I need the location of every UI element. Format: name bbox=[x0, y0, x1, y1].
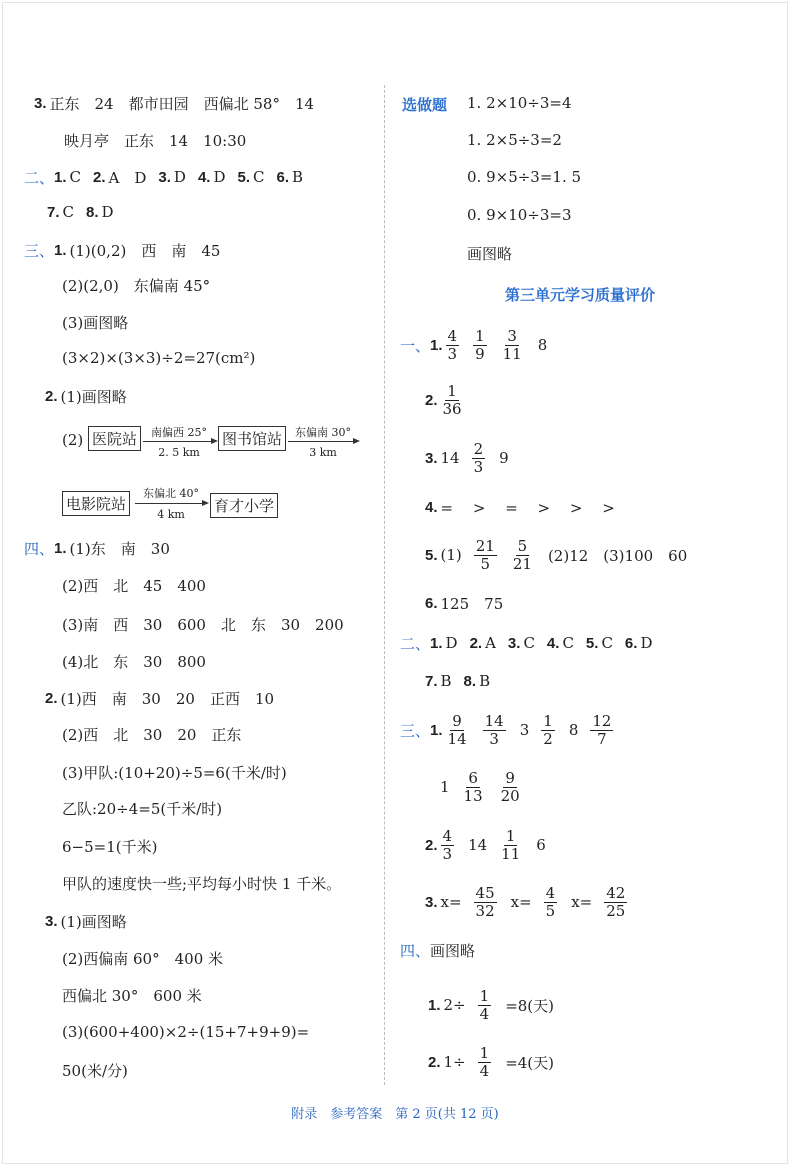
page-footer: 附录 参考答案 第 2 页(共 12 页) bbox=[291, 1107, 499, 1122]
question-number: 2. bbox=[45, 387, 58, 405]
question-number: 4. bbox=[197, 168, 211, 186]
answer-text: (2)西偏南 60° 400 米 bbox=[62, 949, 224, 968]
denominator: 7 bbox=[597, 729, 607, 748]
answer-line bbox=[62, 338, 267, 378]
denominator: 11 bbox=[501, 844, 521, 863]
answer-text: B bbox=[440, 672, 452, 690]
numerator: 12 bbox=[592, 711, 612, 730]
denominator: 11 bbox=[502, 344, 522, 363]
question-number: 5. bbox=[237, 168, 250, 186]
answer-line bbox=[428, 1042, 566, 1082]
numerator: 14 bbox=[484, 711, 504, 730]
answer-text: C bbox=[523, 634, 535, 652]
arrow2-distance: 3 km bbox=[309, 446, 337, 459]
answer-line bbox=[467, 120, 574, 160]
answer-line bbox=[62, 1012, 321, 1052]
question-number: 2. bbox=[93, 168, 106, 186]
answer-text: D bbox=[445, 634, 458, 652]
arrow2-direction: 东偏南 30° bbox=[295, 426, 351, 439]
answer-line bbox=[425, 583, 515, 623]
answer-text: 2÷ bbox=[443, 996, 466, 1014]
fraction bbox=[478, 988, 492, 1023]
optional-questions-label: 选做题 bbox=[402, 96, 448, 114]
answer-line bbox=[425, 661, 502, 701]
question-number: 1. bbox=[428, 996, 441, 1014]
question-number: 3. bbox=[425, 449, 438, 467]
question-number: 2. bbox=[45, 689, 58, 707]
numerator: 6 bbox=[468, 768, 478, 787]
answer-line bbox=[467, 83, 584, 123]
numerator: 4 bbox=[545, 883, 556, 902]
denominator: 5 bbox=[545, 901, 556, 920]
answer-line bbox=[62, 1050, 140, 1090]
fraction bbox=[441, 828, 455, 863]
numerator: 1 bbox=[447, 381, 457, 400]
question-number: 3. bbox=[507, 634, 521, 652]
answer-text: D bbox=[173, 168, 186, 186]
numerator: 1 bbox=[475, 326, 485, 345]
answer-text: (2)(2,0) 东偏南 45° bbox=[62, 276, 211, 295]
answer-text: 正东 24 都市田园 西偏北 58° 14 bbox=[49, 94, 315, 113]
answer-text: (2)12 (3)100 60 bbox=[547, 546, 688, 565]
answer-text: 6−5=1(千米) bbox=[62, 837, 158, 856]
numerator: 21 bbox=[475, 536, 495, 555]
answer-text: 1. 2×5÷3=2 bbox=[467, 131, 562, 149]
answer-text: (1)画图略 bbox=[60, 387, 127, 406]
numerator: 5 bbox=[517, 536, 528, 555]
fraction bbox=[462, 770, 485, 805]
denominator: 9 bbox=[475, 344, 485, 363]
cinema-station-box: 电影院站 bbox=[62, 491, 130, 516]
question-number: 8. bbox=[86, 203, 99, 221]
answer-line bbox=[400, 710, 627, 750]
section-marker: 四、 bbox=[24, 539, 55, 558]
answer-text: (3)(600+400)×2÷(15+7+9+9)= bbox=[62, 1023, 310, 1041]
arrow3-direction: 东偏北 40° bbox=[143, 487, 199, 500]
fraction bbox=[590, 713, 613, 748]
question-number: 3. bbox=[34, 94, 47, 112]
denominator: 3 bbox=[489, 729, 499, 748]
answer-line bbox=[425, 438, 521, 478]
section-marker: 二、 bbox=[400, 634, 431, 653]
answer-line bbox=[400, 325, 559, 365]
answer-line bbox=[425, 882, 641, 922]
answer-text: C bbox=[601, 634, 613, 652]
answer-text: (1)东 南 30 bbox=[69, 539, 170, 558]
answer-text: B bbox=[292, 168, 304, 186]
answer-line bbox=[425, 825, 558, 865]
question-number: 1. bbox=[430, 634, 443, 652]
answer-line bbox=[62, 641, 218, 681]
answer-text: (3)甲队:(10+20)÷5=6(千米/时) bbox=[62, 763, 287, 782]
question-number: 1. bbox=[430, 336, 443, 354]
numerator: 42 bbox=[606, 883, 626, 902]
answer-line bbox=[62, 265, 222, 305]
denominator: 21 bbox=[512, 554, 532, 573]
answer-text: =4(天) bbox=[505, 1053, 555, 1072]
answer-line bbox=[45, 901, 139, 941]
numerator: 45 bbox=[475, 883, 495, 902]
denominator: 3 bbox=[442, 844, 453, 863]
answer-line bbox=[62, 788, 234, 828]
numerator: 1 bbox=[479, 986, 490, 1005]
answer-line bbox=[62, 938, 235, 978]
fraction bbox=[446, 713, 469, 748]
denominator: 32 bbox=[475, 901, 495, 920]
numerator: 1 bbox=[479, 1043, 490, 1062]
answer-line bbox=[467, 233, 524, 273]
fraction bbox=[511, 538, 534, 573]
answer-text: (2)西 北 45 400 bbox=[62, 576, 206, 595]
answer-line bbox=[428, 985, 566, 1025]
denominator: 2 bbox=[543, 729, 553, 748]
answer-line bbox=[425, 380, 478, 420]
answer-text: x= bbox=[571, 893, 593, 911]
answer-text: x= bbox=[440, 893, 462, 911]
fraction bbox=[474, 538, 497, 573]
answer-line bbox=[400, 930, 487, 970]
question-number: 2. bbox=[469, 634, 483, 652]
numerator: 2 bbox=[473, 439, 484, 458]
answer-text: (1) bbox=[440, 546, 462, 564]
question-number: 6. bbox=[276, 168, 289, 186]
numerator: 9 bbox=[505, 768, 515, 787]
fraction bbox=[446, 328, 460, 363]
question-number: 6. bbox=[425, 594, 438, 612]
fraction bbox=[474, 885, 497, 920]
section-marker: 二、 bbox=[24, 168, 55, 187]
answer-line bbox=[62, 752, 299, 792]
answer-line bbox=[64, 120, 258, 160]
answer-text: C bbox=[253, 168, 265, 186]
answer-text: 1÷ bbox=[443, 1053, 466, 1071]
fraction bbox=[472, 441, 486, 476]
answer-text: x= bbox=[510, 893, 532, 911]
question-number: 2. bbox=[425, 836, 438, 854]
answer-text: 乙队:20÷4=5(千米/时) bbox=[62, 799, 223, 818]
answer-line bbox=[62, 975, 214, 1015]
answer-line bbox=[62, 302, 140, 342]
answer-text: (3)画图略 bbox=[62, 313, 129, 332]
numerator: 4 bbox=[447, 326, 458, 345]
question-number: 1. bbox=[54, 241, 67, 259]
answer-text: 1 bbox=[440, 778, 450, 796]
question-number: 8. bbox=[463, 672, 477, 690]
arrow-icon bbox=[288, 441, 358, 442]
answer-line bbox=[24, 157, 315, 197]
answer-text: B bbox=[479, 672, 491, 690]
hospital-station-box: 医院站 bbox=[88, 426, 141, 451]
answer-text: (3)南 西 30 600 北 东 30 200 bbox=[62, 615, 344, 634]
denominator: 3 bbox=[473, 457, 484, 476]
fraction bbox=[473, 328, 487, 363]
section-marker: 一、 bbox=[400, 336, 431, 355]
answer-text: 6 bbox=[536, 836, 546, 854]
answer-line bbox=[62, 565, 218, 605]
answer-text: 1. 2×10÷3=4 bbox=[467, 94, 572, 112]
fraction bbox=[604, 885, 627, 920]
question-number: 2. bbox=[425, 391, 438, 409]
answer-text: 8 bbox=[537, 336, 548, 354]
answer-text: 14 bbox=[468, 836, 488, 854]
denominator: 20 bbox=[500, 786, 520, 805]
answer-text: (1)画图略 bbox=[60, 912, 127, 931]
answer-text: 映月亭 正东 14 10:30 bbox=[64, 131, 247, 150]
fraction bbox=[501, 328, 524, 363]
answer-line bbox=[425, 535, 699, 575]
answer-text: 8 bbox=[568, 721, 579, 739]
answer-text: (1)西 南 30 20 正西 10 bbox=[60, 689, 275, 708]
numerator: 9 bbox=[452, 711, 462, 730]
arrow-icon bbox=[135, 503, 207, 504]
answer-text: 画图略 bbox=[430, 941, 476, 960]
answer-text: D bbox=[213, 168, 226, 186]
answer-line bbox=[467, 157, 593, 197]
numerator: 1 bbox=[543, 711, 553, 730]
question-number: 1. bbox=[430, 721, 443, 739]
numerator: 3 bbox=[507, 326, 517, 345]
arrow1-direction: 南偏西 25° bbox=[151, 426, 207, 439]
answer-line bbox=[62, 714, 253, 754]
section-title: 第三单元学习质量评价 bbox=[504, 286, 655, 304]
arrow1-distance: 2. 5 km bbox=[158, 446, 200, 459]
fraction bbox=[544, 885, 558, 920]
question-number: 4. bbox=[546, 634, 560, 652]
answer-line bbox=[62, 604, 356, 644]
answer-line bbox=[467, 195, 584, 235]
fraction bbox=[478, 1045, 492, 1080]
answer-text: =8(天) bbox=[505, 996, 555, 1015]
arrow-icon bbox=[143, 441, 216, 442]
numerator: 1 bbox=[505, 826, 516, 845]
question-number: 4. bbox=[425, 498, 438, 516]
fraction bbox=[441, 383, 464, 418]
answer-text: D bbox=[640, 634, 653, 652]
denominator: 3 bbox=[447, 344, 458, 363]
question-number: 6. bbox=[624, 634, 638, 652]
answer-text: 西偏北 30° 600 米 bbox=[62, 986, 202, 1005]
question-number: 1. bbox=[54, 168, 67, 186]
answer-text: 0. 9×5÷3=1. 5 bbox=[467, 168, 582, 186]
answer-line bbox=[45, 678, 286, 718]
denominator: 5 bbox=[480, 554, 491, 573]
answer-text: 画图略 bbox=[467, 244, 513, 263]
column-divider bbox=[384, 85, 385, 1085]
numerator: 4 bbox=[442, 826, 453, 845]
answer-text: (4)北 东 30 800 bbox=[62, 652, 206, 671]
answer-text: = > = > > > bbox=[440, 498, 615, 517]
answer-line bbox=[62, 826, 169, 866]
answer-text: 14 bbox=[440, 449, 460, 467]
section-marker: 四、 bbox=[400, 941, 431, 960]
answer-text: 50(米/分) bbox=[62, 1061, 128, 1080]
answer-line bbox=[62, 863, 353, 903]
answer-text: C bbox=[69, 168, 82, 186]
answer-line bbox=[34, 83, 326, 123]
fraction bbox=[541, 713, 555, 748]
answer-line bbox=[400, 623, 664, 663]
question-number: 7. bbox=[425, 672, 438, 690]
denominator: 4 bbox=[479, 1004, 490, 1023]
answer-text: (1)(0,2) 西 南 45 bbox=[69, 241, 221, 260]
question-number: 7. bbox=[47, 203, 60, 221]
answer-text: D bbox=[101, 203, 114, 221]
answer-text: 0. 9×10÷3=3 bbox=[467, 206, 572, 224]
section-marker: 三、 bbox=[400, 721, 431, 740]
answer-line bbox=[45, 376, 139, 416]
arrow3-distance: 4 km bbox=[157, 508, 185, 521]
denominator: 14 bbox=[447, 729, 467, 748]
question-number: 3. bbox=[158, 168, 171, 186]
answer-line bbox=[47, 192, 126, 232]
library-station-box: 图书馆站 bbox=[218, 426, 286, 451]
fraction bbox=[499, 828, 522, 863]
answer-text: C bbox=[62, 203, 74, 221]
answer-text: C bbox=[562, 634, 574, 652]
answer-text: (2)西 北 30 20 正东 bbox=[62, 725, 242, 744]
fraction bbox=[499, 770, 522, 805]
question-number: 2. bbox=[428, 1053, 441, 1071]
answer-text: 125 75 bbox=[440, 594, 504, 613]
answer-text: A D bbox=[108, 168, 147, 187]
section-marker: 三、 bbox=[24, 241, 55, 260]
denominator: 13 bbox=[463, 786, 483, 805]
question-number: 3. bbox=[425, 893, 438, 911]
question-number: 3. bbox=[45, 912, 58, 930]
answer-line bbox=[24, 528, 182, 568]
question-number: 5. bbox=[425, 546, 438, 564]
answer-line bbox=[24, 230, 232, 270]
answer-text: 甲队的速度快一些;平均每小时快 1 千米。 bbox=[62, 874, 342, 893]
answer-text: 9 bbox=[499, 449, 509, 467]
diagram-prefix: (2) bbox=[62, 431, 84, 449]
school-box: 育才小学 bbox=[210, 493, 278, 518]
answer-line bbox=[425, 487, 627, 527]
answer-line bbox=[440, 767, 536, 807]
answer-text: A bbox=[485, 634, 496, 652]
denominator: 36 bbox=[442, 399, 462, 418]
fraction bbox=[483, 713, 506, 748]
denominator: 4 bbox=[479, 1061, 490, 1080]
question-number: 5. bbox=[585, 634, 599, 652]
denominator: 25 bbox=[606, 901, 626, 920]
question-number: 1. bbox=[54, 539, 67, 557]
answer-text: (3×2)×(3×3)÷2=27(cm²) bbox=[62, 349, 256, 367]
answer-text: 3 bbox=[519, 721, 530, 739]
